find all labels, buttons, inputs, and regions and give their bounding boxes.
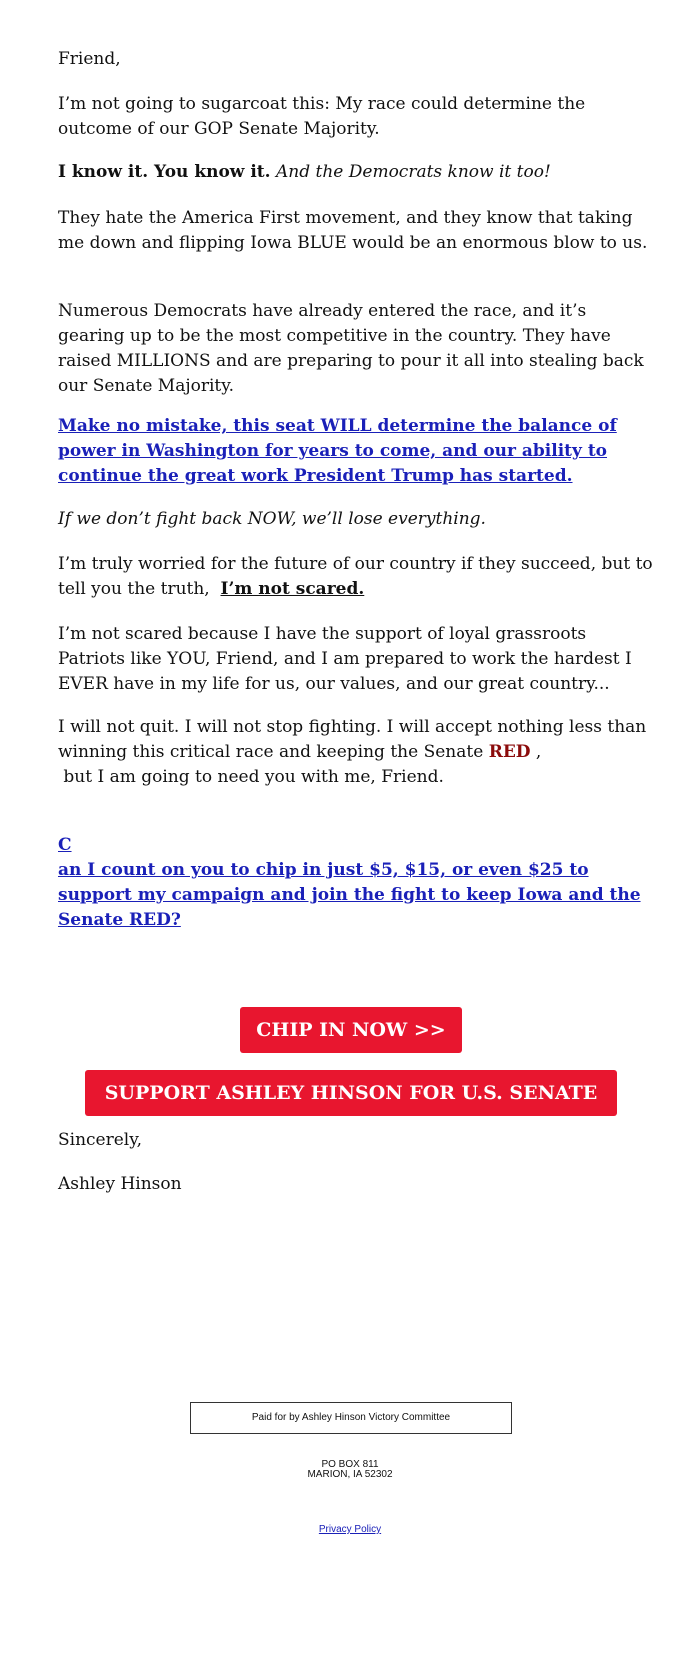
paragraph-america-first: They hate the America First movement, and they know that taking me down and flipping Iowa BLUE would be an enormous blow to us.: [58, 208, 648, 253]
paragraph-sugarcoat: I’m not going to sugarcoat this: My race could determine the outcome of our GOP Senate Majority.: [58, 94, 586, 139]
red-comma: ,: [535, 742, 542, 762]
paragraph-democrats-race: Numerous Democrats have already entered the race, and it’s gearing up to be the most competitive in the country. They have raised MILLIONS and are preparing to pour it all into stealing back our Senate Majority.: [58, 301, 644, 396]
not-scared-bold: I’m not scared.: [220, 579, 365, 599]
know-it-bold: I know it. You know it.: [58, 162, 271, 182]
worried-text: I’m truly worried for the future of our country if they succeed, but to tell you the truth,: [58, 554, 653, 599]
paragraph-grassroots: I’m not scared because I have the support of loyal grassroots Patriots like YOU, Friend, and I am prepared to work the hardest I EVER have in my life for us, our values, and our great country...: [58, 624, 632, 694]
address-line-2: MARION, IA 52302: [307, 1469, 393, 1480]
chip-in-ask-first-letter[interactable]: C: [58, 835, 72, 855]
paragraph-fight-back: [58, 507, 658, 532]
not-quit-text: I will not quit. I will not stop fighting. I will accept nothing less than winning this critical race and keeping the Senate: [58, 717, 647, 762]
balance-of-power-link[interactable]: Make no mistake, this seat WILL determine the balance of power in Washington for years to come, and our ability to continue the great work President Trump has started.: [58, 416, 617, 486]
greeting: Friend,: [58, 49, 121, 69]
paragraph-not-scared: [58, 552, 658, 602]
paragraph-chip-in-ask: [58, 833, 658, 933]
paragraph-balance-of-power: [58, 414, 658, 489]
privacy-policy-link[interactable]: Privacy Policy: [318, 1524, 382, 1535]
fight-back-italic: If we don’t fight back NOW, we’ll lose everything.: [58, 509, 486, 529]
paid-for-disclaimer: Paid for by Ashley Hinson Victory Committee: [190, 1402, 512, 1434]
closing: Sincerely,: [58, 1130, 142, 1150]
need-you-text: but I am going to need you with me, Friend.: [63, 767, 444, 787]
red-word: RED: [488, 742, 531, 762]
chip-in-now-button[interactable]: CHIP IN NOW >>: [240, 1007, 462, 1053]
paragraph-not-quit: [58, 715, 658, 790]
democrats-know-italic: And the Democrats know it too!: [276, 162, 551, 182]
signature: Ashley Hinson: [58, 1174, 182, 1194]
privacy-section: [0, 1524, 700, 1535]
support-ashley-hinson-button[interactable]: SUPPORT ASHLEY HINSON FOR U.S. SENATE: [85, 1070, 617, 1116]
address-line-1: PO BOX 811: [321, 1459, 379, 1470]
chip-in-ask-link[interactable]: an I count on you to chip in just $5, $15, or even $25 to support my campaign and join the fight to keep Iowa and the Senate RED?: [58, 860, 641, 930]
paragraph-know-it: [58, 160, 658, 185]
